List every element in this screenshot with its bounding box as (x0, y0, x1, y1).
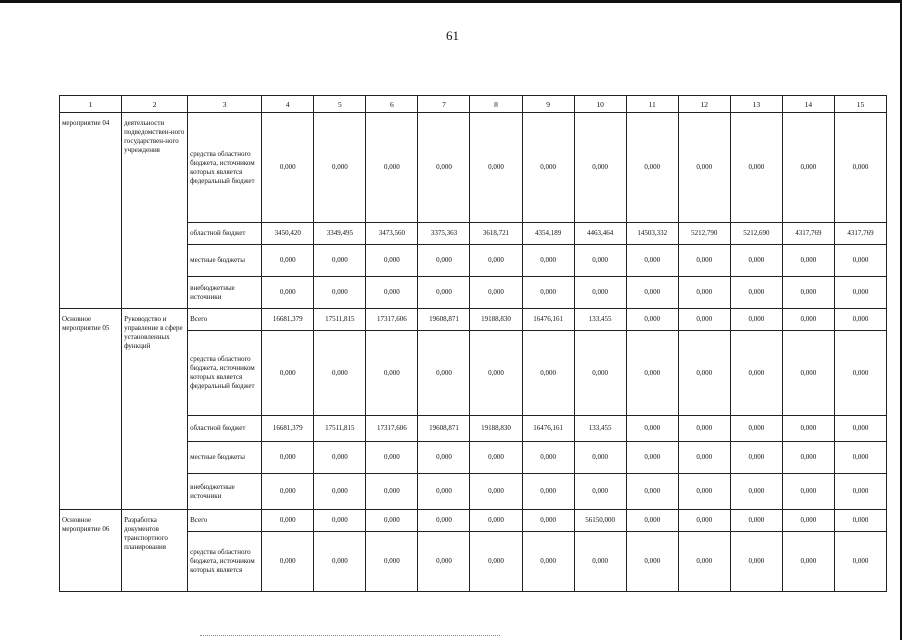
value-cell: 3473,560 (366, 223, 418, 245)
funding-source-cell: областной бюджет (188, 416, 262, 442)
value-cell: 19608,871 (418, 416, 470, 442)
value-cell: 0,000 (522, 113, 574, 223)
value-cell: 0,000 (262, 245, 314, 277)
column-header-row (60, 96, 887, 113)
value-cell: 14503,332 (626, 223, 678, 245)
value-cell: 0,000 (834, 474, 886, 510)
value-cell: 0,000 (314, 442, 366, 474)
value-cell: 0,000 (314, 474, 366, 510)
funding-source-cell: Всего (188, 510, 262, 532)
value-cell: 0,000 (678, 331, 730, 416)
value-cell: 5212,790 (678, 223, 730, 245)
funding-source-cell: областной бюджет (188, 223, 262, 245)
column-header-4: 4 (262, 96, 314, 113)
value-cell: 0,000 (366, 277, 418, 309)
value-cell: 17317,606 (366, 309, 418, 331)
value-cell: 0,000 (262, 277, 314, 309)
column-header-3: 3 (188, 96, 262, 113)
value-cell: 0,000 (366, 113, 418, 223)
column-header-15: 15 (834, 96, 886, 113)
value-cell: 0,000 (626, 474, 678, 510)
value-cell: 133,455 (574, 416, 626, 442)
value-cell: 0,000 (522, 474, 574, 510)
value-cell: 0,000 (834, 309, 886, 331)
funding-source-cell: средства областного бюджета, источником которых является федеральный бюджет (188, 113, 262, 223)
column-header-10: 10 (574, 96, 626, 113)
value-cell: 0,000 (418, 532, 470, 592)
column-header-2: 2 (122, 96, 188, 113)
table-row (60, 309, 887, 331)
value-cell: 0,000 (782, 416, 834, 442)
value-cell: 4317,769 (834, 223, 886, 245)
value-cell: 0,000 (574, 113, 626, 223)
value-cell: 0,000 (470, 245, 522, 277)
value-cell: 16476,161 (522, 309, 574, 331)
value-cell: 0,000 (626, 113, 678, 223)
value-cell: 0,000 (314, 510, 366, 532)
value-cell: 0,000 (418, 277, 470, 309)
page-frame-top-border (0, 0, 900, 3)
value-cell: 0,000 (574, 442, 626, 474)
value-cell: 0,000 (470, 510, 522, 532)
value-cell: 0,000 (834, 245, 886, 277)
value-cell: 16681,379 (262, 309, 314, 331)
value-cell: 0,000 (366, 532, 418, 592)
value-cell: 3450,420 (262, 223, 314, 245)
value-cell: 0,000 (730, 277, 782, 309)
value-cell: 0,000 (834, 510, 886, 532)
value-cell: 3618,721 (470, 223, 522, 245)
column-header-11: 11 (626, 96, 678, 113)
value-cell: 0,000 (574, 474, 626, 510)
value-cell: 0,000 (522, 331, 574, 416)
value-cell: 19608,871 (418, 309, 470, 331)
column-header-6: 6 (366, 96, 418, 113)
value-cell: 19188,830 (470, 416, 522, 442)
value-cell: 0,000 (366, 442, 418, 474)
value-cell: 0,000 (730, 442, 782, 474)
measure-description-cell: деятельности подведомствен-ного государствен-ного учреждения (122, 113, 188, 309)
value-cell: 0,000 (678, 113, 730, 223)
value-cell: 0,000 (730, 331, 782, 416)
funding-source-cell: местные бюджеты (188, 245, 262, 277)
value-cell: 16681,379 (262, 416, 314, 442)
value-cell: 0,000 (678, 309, 730, 331)
value-cell: 0,000 (366, 510, 418, 532)
value-cell: 0,000 (470, 331, 522, 416)
value-cell: 0,000 (418, 510, 470, 532)
value-cell: 0,000 (834, 442, 886, 474)
value-cell: 0,000 (366, 245, 418, 277)
value-cell: 0,000 (262, 510, 314, 532)
value-cell: 0,000 (782, 474, 834, 510)
value-cell: 0,000 (626, 309, 678, 331)
value-cell: 0,000 (834, 416, 886, 442)
budget-table (59, 95, 887, 592)
value-cell: 0,000 (418, 442, 470, 474)
value-cell: 0,000 (678, 416, 730, 442)
value-cell: 0,000 (418, 113, 470, 223)
value-cell: 0,000 (314, 277, 366, 309)
value-cell: 0,000 (522, 532, 574, 592)
funding-source-cell: средства областного бюджета, источником которых является (188, 532, 262, 592)
column-header-9: 9 (522, 96, 574, 113)
value-cell: 0,000 (418, 474, 470, 510)
table-row (60, 113, 887, 223)
value-cell: 0,000 (522, 510, 574, 532)
funding-source-cell: средства областного бюджета, источником которых является федеральный бюджет (188, 331, 262, 416)
column-header-7: 7 (418, 96, 470, 113)
value-cell: 0,000 (470, 532, 522, 592)
value-cell: 0,000 (366, 331, 418, 416)
value-cell: 0,000 (522, 277, 574, 309)
value-cell: 0,000 (834, 277, 886, 309)
value-cell: 0,000 (262, 331, 314, 416)
value-cell: 0,000 (262, 474, 314, 510)
measure-description-cell: Руководство и управление в сфере установленных функций (122, 309, 188, 510)
funding-source-cell: внебюджетные источники (188, 277, 262, 309)
value-cell: 0,000 (314, 331, 366, 416)
value-cell: 5212,690 (730, 223, 782, 245)
value-cell: 0,000 (678, 532, 730, 592)
value-cell: 0,000 (782, 245, 834, 277)
value-cell: 0,000 (470, 442, 522, 474)
value-cell: 0,000 (678, 442, 730, 474)
value-cell: 0,000 (782, 442, 834, 474)
value-cell: 0,000 (626, 416, 678, 442)
value-cell: 17317,606 (366, 416, 418, 442)
value-cell: 0,000 (626, 277, 678, 309)
value-cell: 0,000 (626, 532, 678, 592)
value-cell: 0,000 (366, 474, 418, 510)
value-cell: 0,000 (470, 277, 522, 309)
value-cell: 0,000 (678, 245, 730, 277)
value-cell: 0,000 (730, 474, 782, 510)
value-cell: 0,000 (262, 113, 314, 223)
value-cell: 0,000 (730, 245, 782, 277)
budget-table-body (60, 96, 887, 592)
value-cell: 0,000 (782, 309, 834, 331)
value-cell: 0,000 (418, 331, 470, 416)
value-cell: 0,000 (834, 113, 886, 223)
value-cell: 17511,815 (314, 416, 366, 442)
column-header-1: 1 (60, 96, 122, 113)
measure-name-cell: мероприятие 04 (60, 113, 122, 309)
value-cell: 0,000 (782, 532, 834, 592)
value-cell: 19188,830 (470, 309, 522, 331)
value-cell: 4354,189 (522, 223, 574, 245)
value-cell: 56150,000 (574, 510, 626, 532)
value-cell: 0,000 (730, 113, 782, 223)
value-cell: 4317,769 (782, 223, 834, 245)
value-cell: 0,000 (626, 442, 678, 474)
value-cell: 3375,363 (418, 223, 470, 245)
value-cell: 0,000 (522, 245, 574, 277)
value-cell: 0,000 (262, 532, 314, 592)
value-cell: 0,000 (678, 277, 730, 309)
value-cell: 0,000 (626, 510, 678, 532)
value-cell: 0,000 (574, 331, 626, 416)
value-cell: 133,455 (574, 309, 626, 331)
table-row (60, 510, 887, 532)
value-cell: 16476,161 (522, 416, 574, 442)
value-cell: 0,000 (314, 245, 366, 277)
value-cell: 0,000 (574, 245, 626, 277)
measure-name-cell: Основное мероприятие 05 (60, 309, 122, 510)
funding-source-cell: Всего (188, 309, 262, 331)
funding-source-cell: внебюджетные источники (188, 474, 262, 510)
column-header-14: 14 (782, 96, 834, 113)
value-cell: 0,000 (522, 442, 574, 474)
value-cell: 0,000 (418, 245, 470, 277)
value-cell: 0,000 (678, 474, 730, 510)
column-header-8: 8 (470, 96, 522, 113)
value-cell: 0,000 (782, 331, 834, 416)
footer-dotted-line (200, 635, 500, 637)
value-cell: 0,000 (470, 474, 522, 510)
column-header-12: 12 (678, 96, 730, 113)
value-cell: 4463,464 (574, 223, 626, 245)
value-cell: 0,000 (730, 532, 782, 592)
value-cell: 0,000 (834, 331, 886, 416)
value-cell: 0,000 (782, 113, 834, 223)
value-cell: 0,000 (834, 532, 886, 592)
value-cell: 0,000 (574, 532, 626, 592)
value-cell: 0,000 (730, 309, 782, 331)
value-cell: 0,000 (678, 510, 730, 532)
value-cell: 3349,495 (314, 223, 366, 245)
value-cell: 0,000 (314, 532, 366, 592)
value-cell: 0,000 (470, 113, 522, 223)
funding-source-cell: местные бюджеты (188, 442, 262, 474)
value-cell: 0,000 (314, 113, 366, 223)
value-cell: 0,000 (262, 442, 314, 474)
value-cell: 0,000 (730, 416, 782, 442)
value-cell: 0,000 (782, 510, 834, 532)
value-cell: 0,000 (626, 331, 678, 416)
value-cell: 0,000 (782, 277, 834, 309)
measure-description-cell: Разработка документов транспортного планирования (122, 510, 188, 592)
column-header-13: 13 (730, 96, 782, 113)
page-number: 61 (446, 28, 459, 43)
value-cell: 17511,815 (314, 309, 366, 331)
value-cell: 0,000 (730, 510, 782, 532)
column-header-5: 5 (314, 96, 366, 113)
page-frame-right-border (900, 0, 902, 640)
measure-name-cell: Основное мероприятие 06 (60, 510, 122, 592)
value-cell: 0,000 (574, 277, 626, 309)
value-cell: 0,000 (626, 245, 678, 277)
